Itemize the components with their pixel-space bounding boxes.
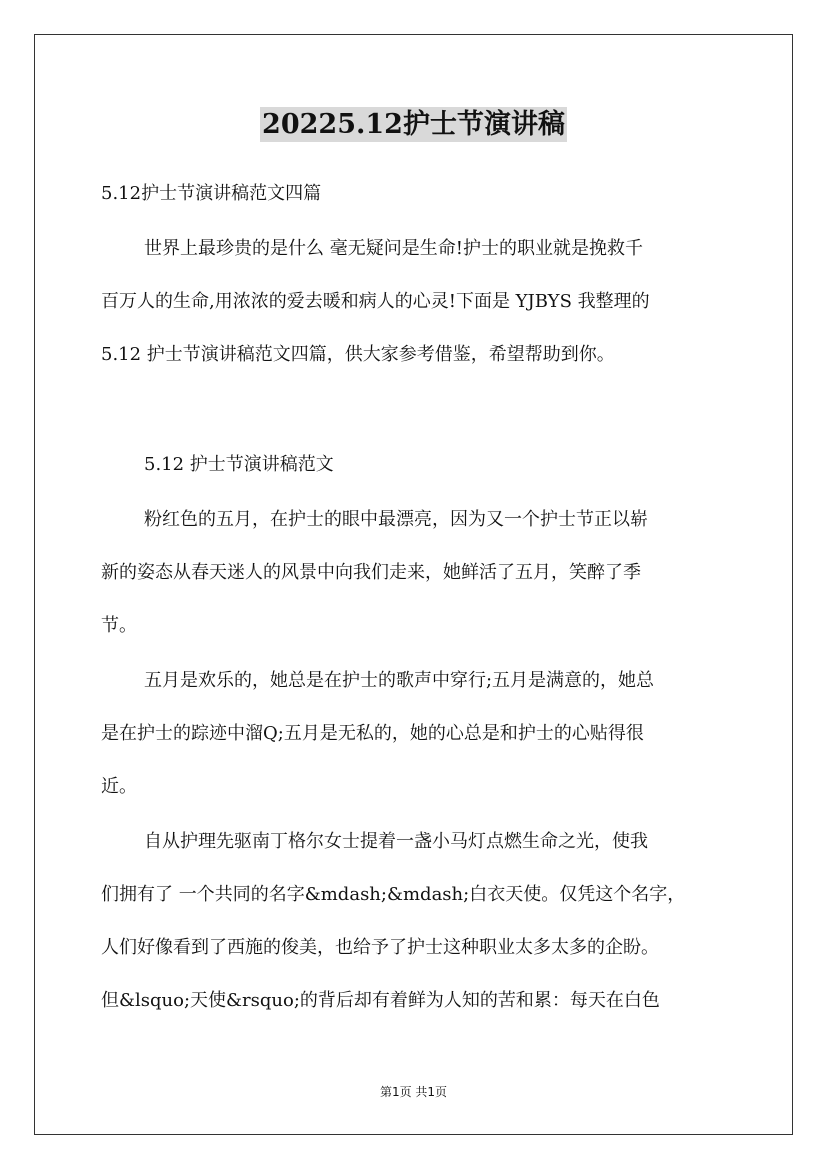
paragraph-line: 自从护理先驱南丁格尔女士提着一盏小马灯点燃生命之光，使我 (144, 831, 648, 852)
paragraph-line: 5.12 护士节演讲稿范文四篇，供大家参考借鉴，希望帮助到你。 (101, 344, 615, 365)
paragraph-line: 节。 (101, 615, 137, 636)
paragraph-line: 世界上最珍贵的是什么 毫无疑问是生命!护士的职业就是挽救千 (144, 238, 643, 259)
paragraph-line: 新的姿态从春天迷人的风景中向我们走来，她鲜活了五月，笑醉了季 (101, 562, 641, 583)
document-title: 20225.12护士节演讲稿 (262, 109, 565, 140)
paragraph-line: 百万人的生命,用浓浓的爱去暖和病人的心灵!下面是 YJBYS 我整理的 (101, 291, 650, 312)
paragraph-line: 五月是欢乐的，她总是在护士的歌声中穿行;五月是满意的，她总 (144, 670, 655, 691)
paragraph-line: 是在护士的踪迹中溜Q;五月是无私的，她的心总是和护士的心贴得很 (101, 723, 644, 744)
paragraph-line: 们拥有了 一个共同的名字&mdash;&mdash;白衣天使。仅凭这个名字， (101, 884, 686, 905)
document-title-wrap (0, 102, 827, 141)
paragraph-line: 粉红色的五月，在护士的眼中最漂亮，因为又一个护士节正以崭 (144, 509, 648, 530)
page-footer: 第1页 共1页 (379, 1085, 448, 1099)
paragraph-line: 近。 (101, 776, 137, 797)
section-heading: 5.12 护士节演讲稿范文 (144, 454, 334, 475)
paragraph-line: 但&lsquo;天使&rsquo;的背后却有着鲜为人知的苦和累：每天在白色 (101, 990, 660, 1011)
paragraph-line: 人们好像看到了西施的俊美，也给予了护士这种职业太多太多的企盼。 (101, 937, 659, 958)
subtitle: 5.12护士节演讲稿范文四篇 (101, 183, 322, 204)
